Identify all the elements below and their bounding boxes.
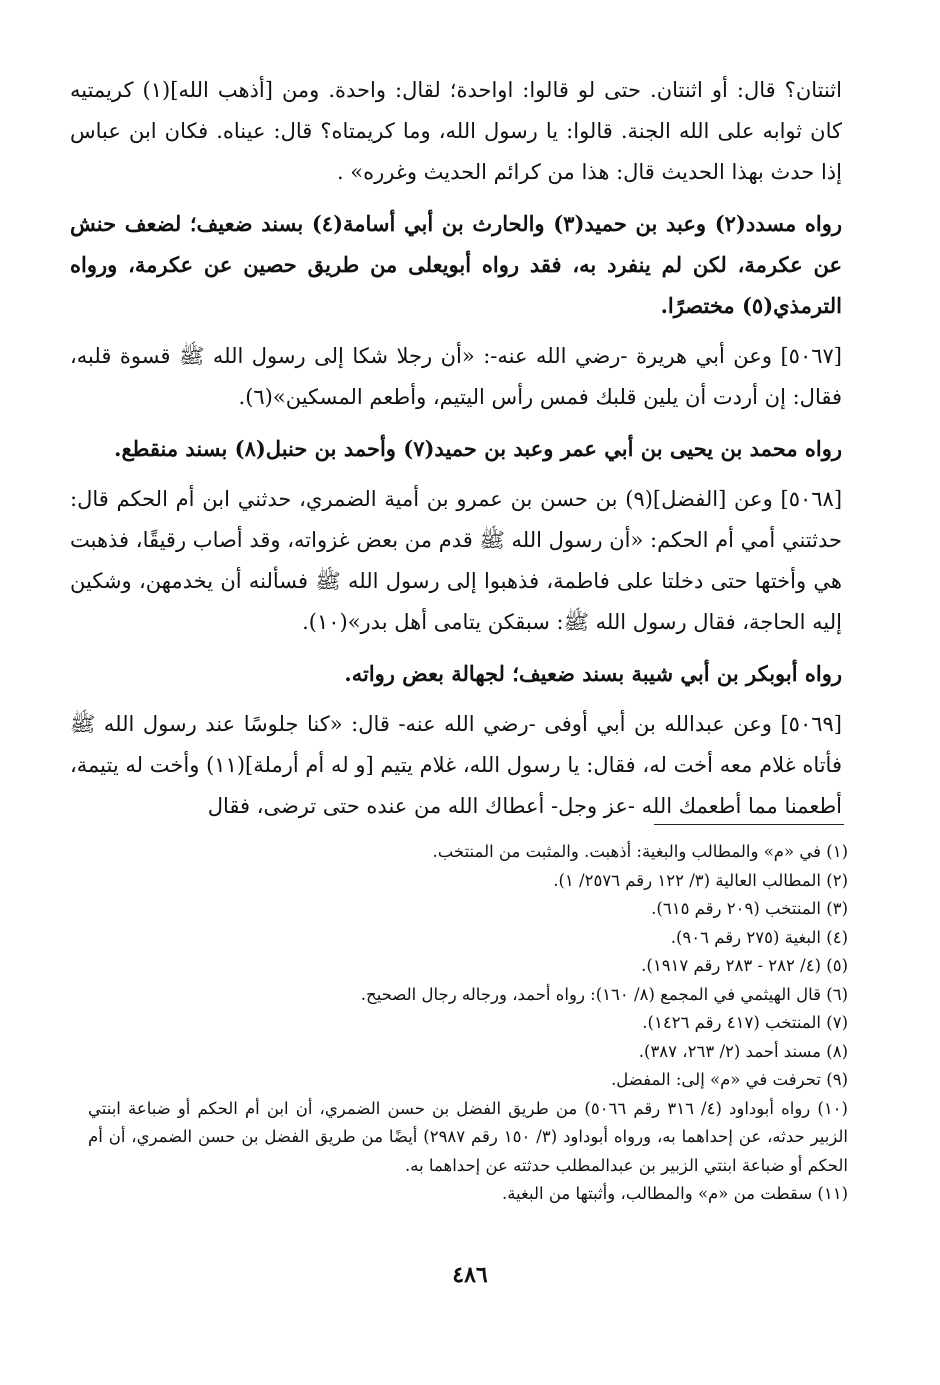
footnote-item: (٧) المنتخب (٤١٧ رقم ١٤٢٦). — [642, 1013, 848, 1032]
footnotes-list — [88, 838, 848, 1209]
paragraph-takhrij-5067: رواه محمد بن يحيى بن أبي عمر وعبد بن حميد(٧) وأحمد بن حنبل(٨) بسند منقطع. — [114, 436, 842, 461]
footnote-item: (١١) سقطت من «م» والمطالب، وأثبتها من البغية. — [501, 1184, 848, 1203]
footnote-item: (١) في «م» والمطالب والبغية: أذهبت. والمثبت من المنتخب. — [432, 842, 848, 861]
footnote-separator — [654, 824, 844, 825]
paragraph-hadith-5069: [٥٠٦٩] وعن عبدالله بن أبي أوفى -رضي الله عنه- قال: «كنا جلوسًا عند رسول الله ﷺ فأتاه غلام معه أخت له، فقال: يا رسول الله، غلام يتيم [و له أم أرملة](١١) وأخت له يتيمة، أطعمنا مما أطعمك الله -عز وجل- أعطاك الله من عنده حتى ترضى، فقال — [70, 712, 842, 818]
paragraph-takhrij-5066: رواه مسدد(٢) وعبد بن حميد(٣) والحارث بن أبي أسامة(٤) بسند ضعيف؛ لضعف حنش عن عكرمة، لكن لم ينفرد به، فقد رواه أبويعلى من طريق حصين عن عكرمة، ورواه الترمذي(٥) مختصرًا. — [70, 211, 842, 318]
paragraph-hadith-continuation: اثنتان؟ قال: أو اثنتان. حتى لو قالوا: اواحدة؛ لقال: واحدة. ومن [أذهب الله](١) كريمتيه كان ثوابه على الله الجنة. قالوا: يا رسول الله، وما كريمتاه؟ قال: عيناه. فكان ابن عباس إذا حدث بهذا الحديث قال: هذا من كرائم الحديث وغرره» . — [70, 78, 842, 184]
footnote-item: (٨) مسند أحمد (٢/ ٢٦٣، ٣٨٧). — [638, 1041, 848, 1061]
main-text — [70, 70, 842, 827]
page-number: ٤٨٦ — [452, 1262, 488, 1288]
footnote-item: (٤) البغية (٢٧٥ رقم ٩٠٦). — [670, 927, 848, 947]
paragraph-hadith-5067: [٥٠٦٧] وعن أبي هريرة -رضي الله عنه-: «أن رجلا شكا إلى رسول الله ﷺ قسوة قلبه، فقال: إن أردت أن يلين قلبك فمس رأس اليتيم، وأطعم المسكين»(٦). — [70, 344, 842, 409]
paragraph-takhrij-5068: رواه أبوبكر بن أبي شيبة بسند ضعيف؛ لجهالة بعض رواته. — [344, 661, 842, 686]
footnote-item: (٣) المنتخب (٢٠٩ رقم ٦١٥). — [651, 899, 848, 918]
footnote-item: (٥) (٤/ ٢٨٢ - ٢٨٣ رقم ١٩١٧). — [641, 956, 848, 975]
footnote-item: (٩) تحرفت في «م» إلى: المفضل. — [611, 1070, 848, 1089]
footnote-item: (١٠) رواه أبوداود (٤/ ٣١٦ رقم ٥٠٦٦) من طريق الفضل بن حسن الضمري، أن ابن أم الحكم أو ضباعة ابنتي الزبير حدثه، عن إحداهما به، ورواه أبوداود (٣/ ١٥٠ رقم ٢٩٨٧) أيضًا من طريق الفضل بن حسن الضمري، أن أم الحكم أو ضباعة ابنتي الزبير بن عبدالمطلب حدثته عن إحداهما به. — [88, 1098, 849, 1175]
footnote-item: (٦) قال الهيثمي في المجمع (٨/ ١٦٠): رواه أحمد، ورجاله رجال الصحيح. — [360, 984, 848, 1004]
paragraph-hadith-5068: [٥٠٦٨] وعن [الفضل](٩) بن حسن بن عمرو بن أمية الضمري، حدثني ابن أم الحكم قال: حدثتني أمي أم الحكم: «أن رسول الله ﷺ قدم من بعض غزواته، وقد أصاب رقيقًا، فذهبت هي وأختها حتى دخلتا على فاطمة، فذهبوا إلى رسول الله ﷺ فسألنه أن يخدمهن، وشكين إليه الحاجة، فقال رسول الله ﷺ: سبقكن يتامى أهل بدر»(١٠). — [70, 487, 843, 634]
footnote-item: (٢) المطالب العالية (٣/ ١٢٢ رقم ٢٥٧٦/ ١). — [553, 870, 848, 890]
